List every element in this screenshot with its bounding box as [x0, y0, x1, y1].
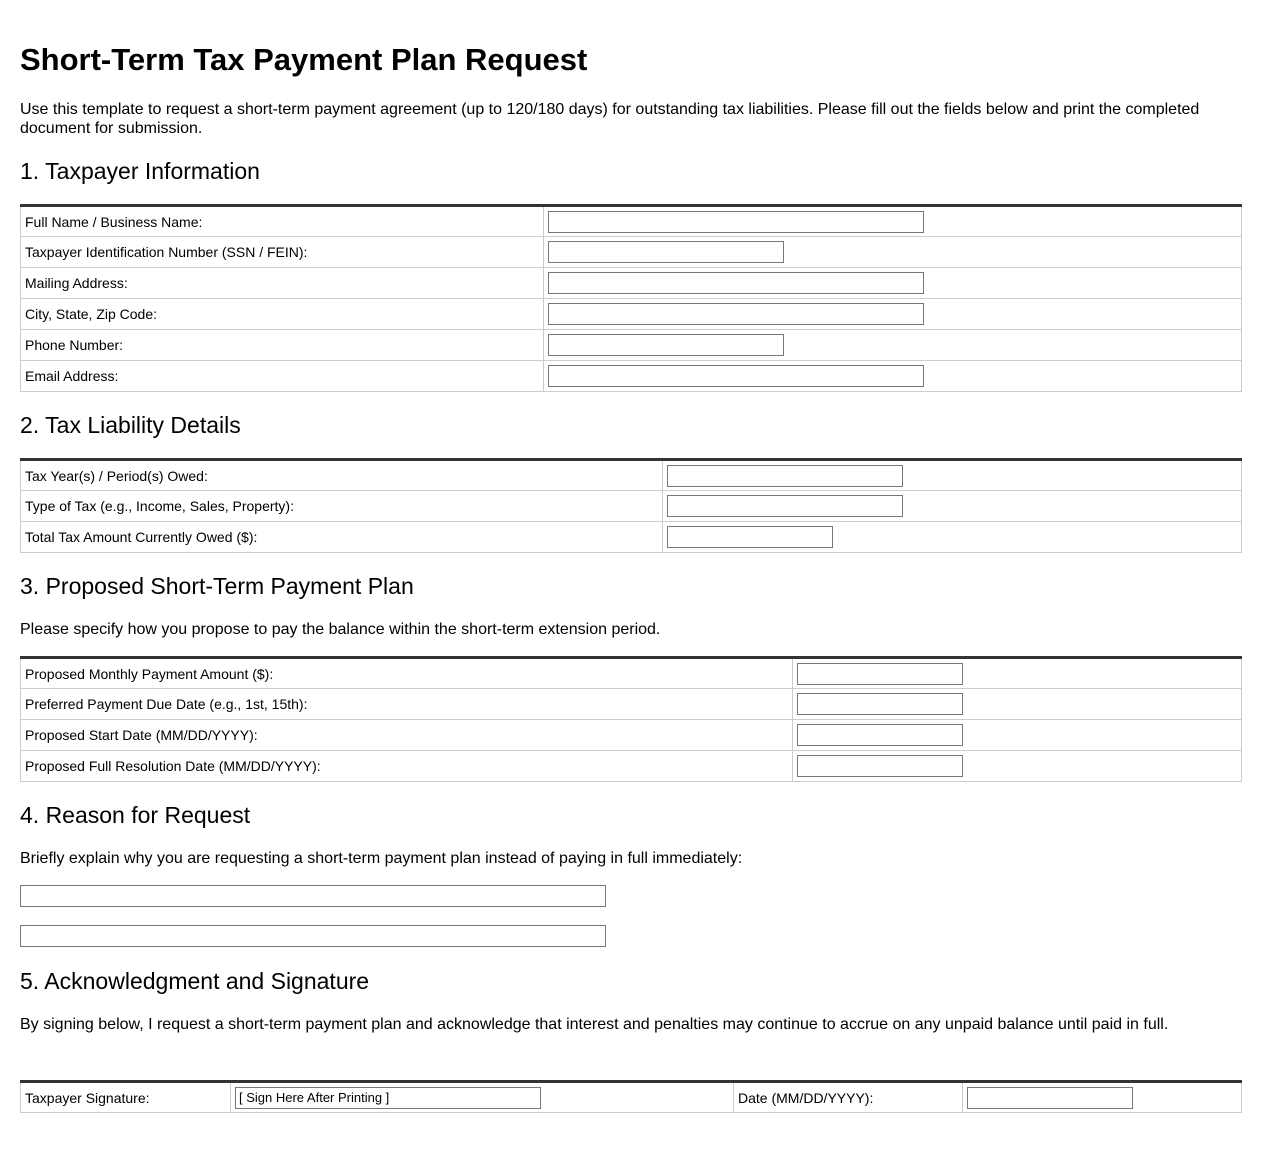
section-3-heading: 3. Proposed Short-Term Payment Plan — [20, 573, 414, 599]
tax-type-input[interactable] — [667, 495, 903, 517]
section-2-heading: 2. Tax Liability Details — [20, 412, 241, 438]
table-row — [21, 1082, 1242, 1113]
date-label: Date (MM/DD/YYYY): — [734, 1082, 963, 1113]
field-label: Tax Year(s) / Period(s) Owed: — [21, 460, 663, 491]
section-4-heading: 4. Reason for Request — [20, 802, 251, 828]
full-name-input[interactable] — [548, 211, 924, 233]
reason-line-2-input[interactable] — [20, 925, 606, 947]
field-label: Email Address: — [21, 361, 544, 392]
section-1-heading: 1. Taxpayer Information — [20, 158, 260, 184]
table-row — [21, 268, 1242, 299]
phone-input[interactable] — [548, 334, 784, 356]
signature-date-input[interactable] — [967, 1087, 1133, 1109]
tax-years-input[interactable] — [667, 465, 903, 487]
page-title: Short-Term Tax Payment Plan Request — [20, 42, 588, 77]
field-label: Phone Number: — [21, 330, 544, 361]
table-row — [21, 720, 1242, 751]
field-label: Proposed Monthly Payment Amount ($): — [21, 658, 793, 689]
signature-field[interactable]: [ Sign Here After Printing ] — [235, 1087, 541, 1109]
table-row — [21, 689, 1242, 720]
monthly-payment-input[interactable] — [797, 663, 963, 685]
payment-plan-table — [20, 656, 1242, 782]
section-5-heading: 5. Acknowledgment and Signature — [20, 968, 370, 994]
field-label: City, State, Zip Code: — [21, 299, 544, 330]
field-label: Mailing Address: — [21, 268, 544, 299]
intro-text: Use this template to request a short-term payment agreement (up to 120/180 days) for outstanding tax liabilities. Please fill out the fields below and print the completed document for submission. — [20, 101, 1200, 137]
section-3-note: Please specify how you propose to pay the balance within the short-term extension period. — [20, 621, 661, 638]
table-row — [21, 460, 1242, 491]
field-label: Preferred Payment Due Date (e.g., 1st, 15th): — [21, 689, 793, 720]
table-row — [21, 522, 1242, 553]
field-label: Full Name / Business Name: — [21, 206, 544, 237]
table-row — [21, 299, 1242, 330]
table-row — [21, 330, 1242, 361]
table-row — [21, 237, 1242, 268]
mailing-address-input[interactable] — [548, 272, 924, 294]
table-row — [21, 206, 1242, 237]
field-label: Proposed Start Date (MM/DD/YYYY): — [21, 720, 793, 751]
table-row — [21, 491, 1242, 522]
signature-label: Taxpayer Signature: — [21, 1082, 231, 1113]
reason-line-1-input[interactable] — [20, 885, 606, 907]
tin-input[interactable] — [548, 241, 784, 263]
city-state-zip-input[interactable] — [548, 303, 924, 325]
taxpayer-info-table — [20, 204, 1242, 392]
start-date-input[interactable] — [797, 724, 963, 746]
field-label: Taxpayer Identification Number (SSN / FEIN): — [21, 237, 544, 268]
field-label: Total Tax Amount Currently Owed ($): — [21, 522, 663, 553]
section-4-note: Briefly explain why you are requesting a short-term payment plan instead of paying in full immediately: — [20, 850, 743, 867]
table-row — [21, 751, 1242, 782]
due-date-input[interactable] — [797, 693, 963, 715]
table-row — [21, 361, 1242, 392]
table-row — [21, 658, 1242, 689]
field-label: Proposed Full Resolution Date (MM/DD/YYYY): — [21, 751, 793, 782]
tax-liability-table — [20, 458, 1242, 553]
email-input[interactable] — [548, 365, 924, 387]
section-5-note: By signing below, I request a short-term payment plan and acknowledge that interest and penalties may continue to accrue on any unpaid balance until paid in full. — [20, 1016, 1169, 1033]
signature-table — [20, 1080, 1242, 1113]
resolution-date-input[interactable] — [797, 755, 963, 777]
total-owed-input[interactable] — [667, 526, 833, 548]
field-label: Type of Tax (e.g., Income, Sales, Property): — [21, 491, 663, 522]
